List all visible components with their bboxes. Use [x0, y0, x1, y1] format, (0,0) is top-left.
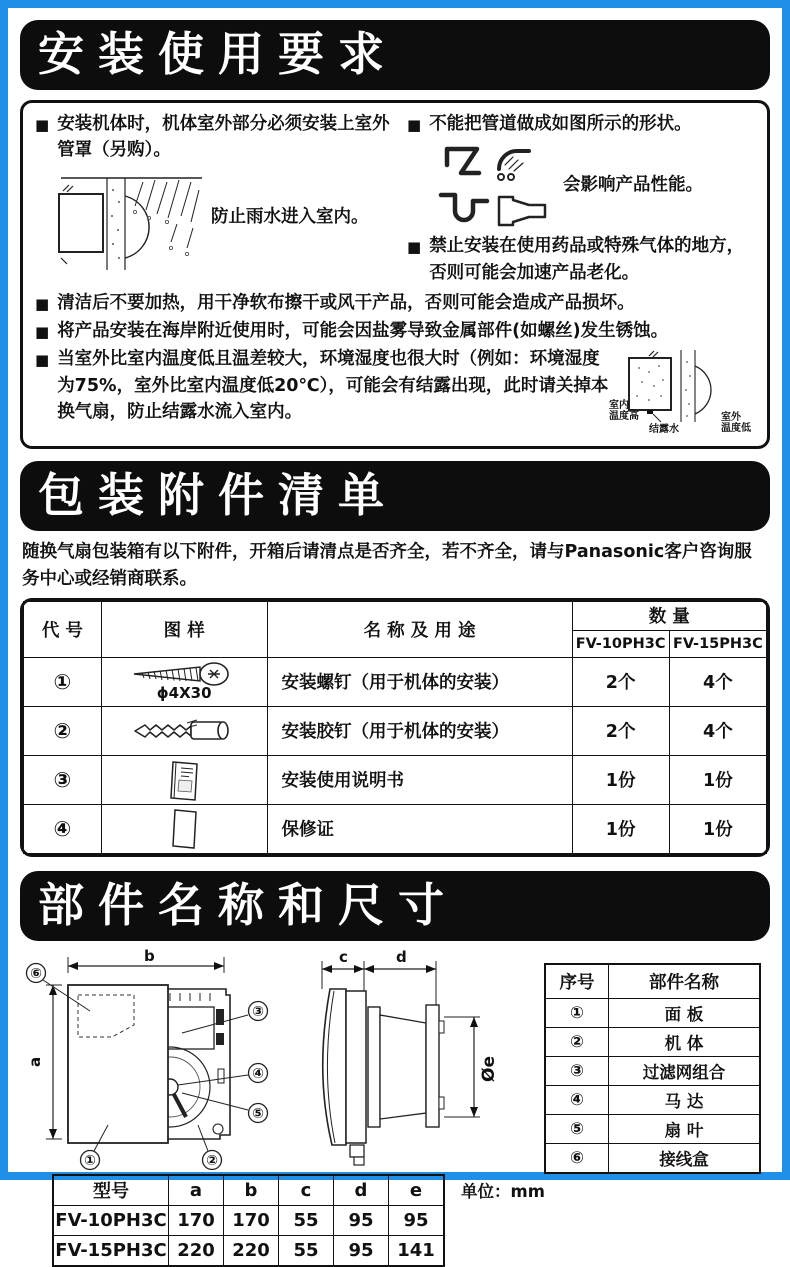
part-names-table — [544, 963, 761, 1174]
section-title-install: 安装使用要求 — [20, 20, 770, 90]
label-indoor: 室内 — [609, 400, 629, 412]
table-row — [545, 1056, 760, 1085]
col-header-no: 序号 — [545, 964, 609, 999]
section-title-parts: 部件名称和尺寸 — [20, 871, 770, 941]
callout-3: ③ — [252, 1003, 264, 1020]
callout-4: ④ — [252, 1065, 264, 1082]
dim-label-d: d — [396, 947, 407, 966]
col-header-e: e — [389, 1175, 445, 1206]
bullet-square-icon: ■ — [35, 116, 50, 134]
unit-note: 单位：mm — [461, 1181, 545, 1201]
dimensions-table — [52, 1174, 445, 1267]
bullet-no-chemicals — [405, 233, 757, 286]
dim-a: 170 — [169, 1205, 224, 1235]
bullet-outdoor-cover — [33, 111, 405, 164]
row-code: ① — [24, 657, 102, 706]
part-no: ④ — [545, 1085, 609, 1114]
table-row — [545, 1143, 760, 1173]
label-condensate: 结露水 — [649, 424, 679, 436]
table-row — [545, 998, 760, 1027]
bullet-square-icon: ■ — [35, 351, 50, 370]
row-qty2: 4个 — [669, 657, 766, 706]
packing-intro: 随换气扇包装箱有以下附件，开箱后请清点是否齐全，若不齐全，请与Panasonic客户咨询服务中心或经销商联系。 — [22, 542, 752, 589]
dim-e: 95 — [389, 1205, 445, 1235]
row-name: 安装使用说明书 — [267, 755, 572, 804]
part-name: 马 达 — [609, 1085, 761, 1114]
col-header-image: 图 样 — [101, 601, 267, 657]
table-row-warranty — [24, 804, 767, 853]
table-row — [545, 1114, 760, 1143]
dim-a: 220 — [169, 1235, 224, 1266]
rain-caption: 防止雨水进入室内。 — [211, 207, 369, 228]
bullet-duct-shapes — [405, 111, 757, 137]
callout-1: ① — [84, 1152, 96, 1169]
rain-protection-diagram — [47, 166, 207, 270]
col-header-b: b — [224, 1175, 279, 1206]
accessories-table — [20, 598, 770, 857]
col-header-qty: 数 量 — [572, 601, 766, 630]
dim-label-e: Øe — [479, 1055, 499, 1082]
col-header-model1: FV-10PH3C — [572, 630, 669, 657]
label-outdoor2: 温度低 — [721, 423, 751, 435]
install-requirements-box — [20, 100, 770, 449]
table-header-row — [545, 964, 760, 999]
dim-c: 55 — [279, 1205, 334, 1235]
instruction-manual-icon — [167, 758, 201, 802]
table-header-row — [53, 1175, 444, 1206]
row-qty2: 1份 — [669, 804, 766, 853]
model-cell: FV-15PH3C — [53, 1235, 169, 1266]
col-header-model2: FV-15PH3C — [669, 630, 766, 657]
col-header-d: d — [334, 1175, 389, 1206]
label-outdoor: 室外 — [721, 412, 741, 424]
table-row-anchor — [24, 706, 767, 755]
callout-5: ⑤ — [252, 1105, 264, 1122]
bullet-condensation — [33, 346, 757, 436]
part-name: 扇 叶 — [609, 1114, 761, 1143]
table-row — [545, 1027, 760, 1056]
row-qty1: 2个 — [572, 657, 669, 706]
bullet-text: 将产品安装在海岸附近使用时，可能会因盐雾导致金属部件(如螺丝)发生锈蚀。 — [57, 321, 669, 341]
col-header-c: c — [279, 1175, 334, 1206]
screw-size-label: ϕ4X30 — [156, 684, 212, 703]
fan-side-view-diagram — [302, 949, 530, 1171]
row-qty2: 1份 — [669, 755, 766, 804]
row-name: 安装胶钉（用于机体的安装） — [267, 706, 572, 755]
part-name: 面 板 — [609, 998, 761, 1027]
callout-2: ② — [206, 1152, 218, 1169]
bullet-text: 安装机体时，机体室外部分必须安装上室外管罩（另购）。 — [57, 114, 390, 161]
bullet-square-icon: ■ — [35, 294, 50, 313]
part-no: ⑤ — [545, 1114, 609, 1143]
part-name: 接线盒 — [609, 1143, 761, 1173]
fan-front-view-diagram — [20, 946, 298, 1173]
row-qty2: 4个 — [669, 706, 766, 755]
row-code: ② — [24, 706, 102, 755]
part-no: ⑥ — [545, 1143, 609, 1173]
bullet-square-icon: ■ — [35, 323, 50, 341]
bullet-square-icon: ■ — [407, 238, 422, 257]
bullet-no-heating — [33, 290, 757, 316]
part-no: ① — [545, 998, 609, 1027]
label-indoor2: 温度高 — [609, 411, 639, 423]
callout-6: ⑥ — [30, 965, 42, 982]
section-title-packing: 包装附件清单 — [20, 461, 770, 531]
bullet-square-icon: ■ — [407, 116, 422, 134]
part-name: 机 体 — [609, 1027, 761, 1056]
bullet-text: 禁止安装在使用药品或特殊气体的地方，否则可能会加速产品老化。 — [429, 236, 745, 283]
dim-d: 95 — [334, 1205, 389, 1235]
bullet-coastal-rust — [33, 318, 757, 344]
table-row — [53, 1235, 444, 1266]
col-header-a: a — [169, 1175, 224, 1206]
table-row-manual — [24, 755, 767, 804]
bullet-text: 清洁后不要加热，用干净软布擦干或风干产品，否则可能会造成产品损坏。 — [57, 292, 635, 313]
wall-anchor-icon — [129, 717, 239, 745]
dim-b: 170 — [224, 1205, 279, 1235]
row-name: 保修证 — [267, 804, 572, 853]
row-code: ③ — [24, 755, 102, 804]
col-header-partname: 部件名称 — [609, 964, 761, 999]
table-row — [545, 1085, 760, 1114]
bullet-text: 当室外比室内温度低且温差较大，环境湿度也很大时（例如：环境湿度为75%，室外比室内温度低20℃），可能会有结露出现，此时请关掉本换气扇，防止结露水流入室内。 — [57, 349, 609, 422]
dim-b: 220 — [224, 1235, 279, 1266]
dim-e: 141 — [389, 1235, 445, 1266]
condensation-diagram — [609, 350, 757, 436]
dim-c: 55 — [279, 1235, 334, 1266]
row-qty1: 1份 — [572, 804, 669, 853]
forbidden-duct-shapes-icon — [435, 139, 553, 231]
part-no: ③ — [545, 1056, 609, 1085]
dim-label-b: b — [144, 946, 155, 965]
row-qty1: 2个 — [572, 706, 669, 755]
part-no: ② — [545, 1027, 609, 1056]
table-row — [53, 1205, 444, 1235]
col-header-model: 型号 — [53, 1175, 169, 1206]
dim-label-a: a — [26, 1056, 44, 1067]
table-row-screw — [24, 657, 767, 706]
row-name: 安装螺钉（用于机体的安装） — [267, 657, 572, 706]
part-name: 过滤网组合 — [609, 1056, 761, 1085]
col-header-name: 名 称 及 用 途 — [267, 601, 572, 657]
row-code: ④ — [24, 804, 102, 853]
warranty-card-icon — [169, 808, 199, 850]
row-qty1: 1份 — [572, 755, 669, 804]
col-header-code: 代 号 — [24, 601, 102, 657]
model-cell: FV-10PH3C — [53, 1205, 169, 1235]
bullet-text: 不能把管道做成如图所示的形状。 — [429, 114, 692, 134]
table-header-row — [24, 601, 767, 630]
duct-caption: 会影响产品性能。 — [563, 175, 703, 196]
dim-d: 95 — [334, 1235, 389, 1266]
dim-label-c: c — [339, 947, 348, 966]
